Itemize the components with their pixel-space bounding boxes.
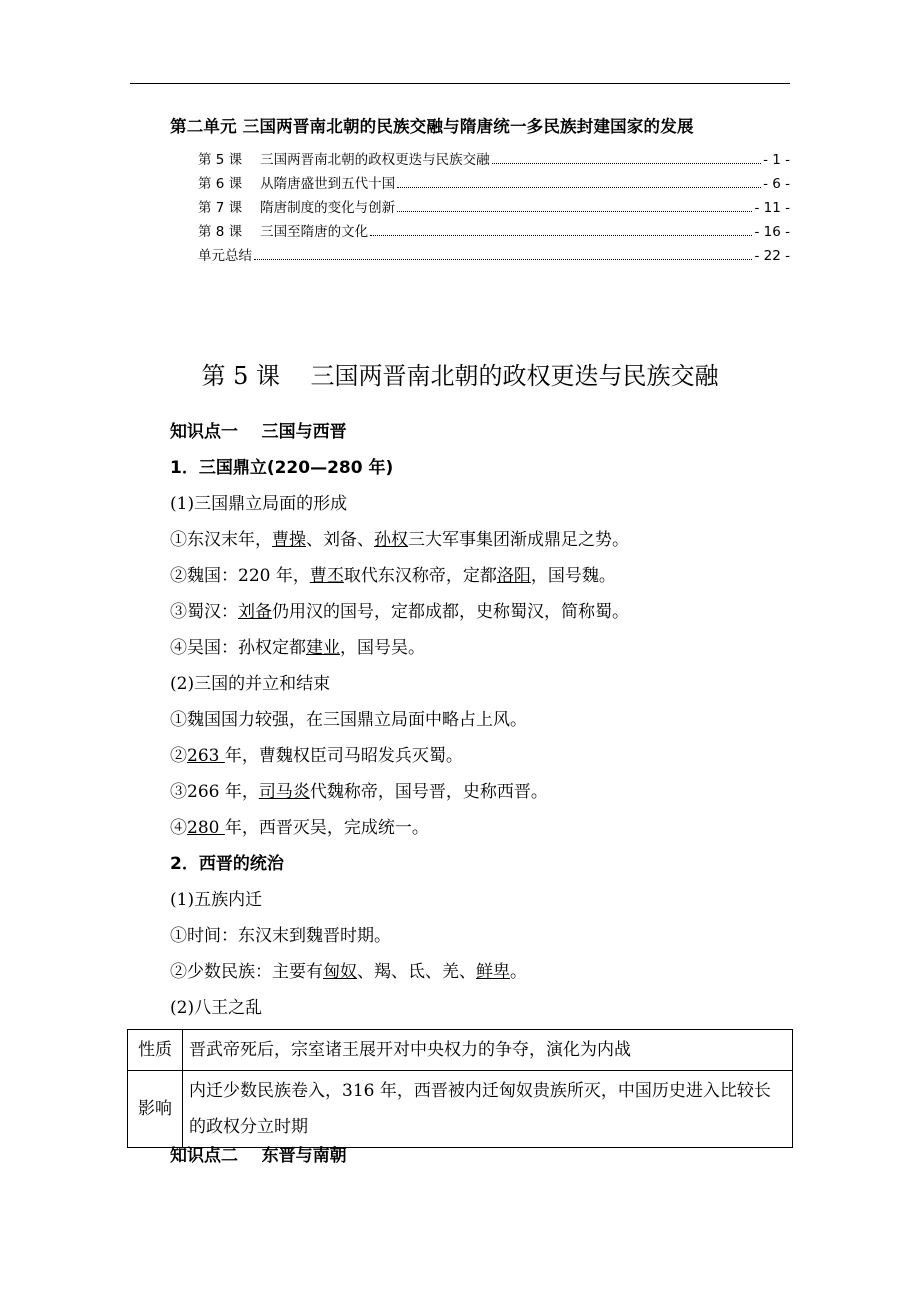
text-segment: 三大军事集团渐成鼎足之势。	[408, 530, 629, 550]
text-segment: 、羯、氐、羌、	[357, 962, 476, 982]
text-segment: (2)八王之乱	[170, 998, 263, 1018]
text-segment: 年，曹魏权臣司马昭发兵灭蜀。	[224, 746, 463, 766]
text-segment: 年，西晋灭吴，完成统一。	[224, 818, 429, 838]
toc-leader	[397, 201, 752, 212]
text-segment: ③蜀汉：	[170, 602, 238, 622]
table-row	[128, 1030, 793, 1071]
text-segment: ④吴国：孙权定都	[170, 638, 306, 658]
text-segment: ②魏国：220 年，	[170, 566, 310, 586]
text-segment: 知识点一 三国与西晋	[170, 422, 347, 442]
text-segment: 代魏称帝，国号晋，史称西晋。	[309, 782, 548, 802]
text-line	[170, 921, 391, 946]
text-line	[170, 741, 463, 766]
table-row	[128, 1071, 793, 1148]
table-cell: 内迁少数民族卷入，316 年，西晋被内迁匈奴贵族所灭，中国历史进入比较长的政权分立时期	[183, 1071, 793, 1148]
toc-title: 从隋唐盛世到五代十国	[260, 176, 396, 192]
toc-page: - 11 -	[754, 200, 790, 216]
text-segment: ②少数民族：主要有	[170, 962, 323, 982]
text-line	[170, 957, 527, 982]
toc-lesson-number: 第 8 课	[198, 224, 243, 240]
table-header-cell: 影响	[128, 1071, 183, 1148]
toc-entry[interactable]	[198, 148, 790, 172]
text-segment: ③266 年，	[170, 782, 259, 802]
section-heading: 知识点二 东晋与南朝	[170, 1146, 347, 1166]
text-segment: ②	[170, 746, 187, 766]
eight-kings-table	[127, 1029, 793, 1148]
table-cell: 晋武帝死后，宗室诸王展开对中央权力的争夺，演化为内战	[183, 1030, 793, 1071]
text-segment: (2)三国的并立和结束	[170, 674, 331, 694]
text-segment: 2．西晋的统治	[170, 854, 284, 874]
text-line	[170, 561, 616, 586]
section-heading	[170, 849, 284, 874]
underlined-key-term: 曹操	[272, 530, 306, 550]
toc-title: 三国两晋南北朝的政权更迭与民族交融	[260, 152, 490, 168]
text-segment: ，国号吴。	[340, 638, 425, 658]
text-line	[170, 489, 347, 514]
text-segment: ①东汉末年，	[170, 530, 272, 550]
text-segment: (1)五族内迁	[170, 890, 263, 910]
text-segment: ①魏国国力较强，在三国鼎立局面中略占上风。	[170, 710, 527, 730]
toc-title: 三国至隋唐的文化	[260, 224, 369, 240]
toc-lesson-number: 第 6 课	[198, 176, 243, 192]
table-header-cell: 性质	[128, 1030, 183, 1071]
header-rule	[130, 83, 790, 84]
toc-entry[interactable]	[198, 244, 790, 268]
text-segment: 仍用汉的国号，定都成都，史称蜀汉，简称蜀。	[272, 602, 629, 622]
toc-page: - 1 -	[763, 152, 790, 168]
text-segment: 1．三国鼎立(220—280 年)	[170, 458, 394, 478]
toc-title: 隋唐制度的变化与创新	[260, 200, 396, 216]
underlined-key-term: 司马炎	[258, 782, 310, 802]
underlined-key-term: 鲜卑	[476, 962, 510, 982]
underlined-key-term: 匈奴	[323, 962, 357, 982]
toc-leader	[397, 177, 761, 188]
text-line	[170, 705, 527, 730]
toc-page: - 22 -	[754, 248, 790, 264]
text-line	[170, 813, 429, 838]
text-segment: ④	[170, 818, 187, 838]
toc-page: - 6 -	[763, 176, 790, 192]
lesson-title: 第 5 课 三国两晋南北朝的政权更迭与民族交融	[201, 362, 719, 390]
toc-leader	[492, 153, 761, 164]
section-heading	[170, 453, 393, 478]
unit-title: 第二单元 三国两晋南北朝的民族交融与隋唐统一多民族封建国家的发展	[170, 117, 694, 136]
text-segment: 。	[510, 962, 527, 982]
toc-page: - 16 -	[754, 224, 790, 240]
text-segment: ，国号魏。	[530, 566, 616, 586]
underlined-key-term: 洛阳	[496, 566, 531, 586]
underlined-key-term: 曹丕	[309, 566, 344, 586]
underlined-key-term: 280	[187, 818, 225, 838]
toc-lesson-number: 第 7 课	[198, 200, 243, 216]
toc-lesson-number: 第 5 课	[198, 152, 243, 168]
text-line	[170, 525, 629, 550]
text-line	[170, 777, 548, 802]
text-segment: 取代东汉称帝，定都	[343, 566, 497, 586]
toc-leader	[370, 225, 752, 236]
toc-entry[interactable]	[198, 172, 790, 196]
text-line	[170, 633, 425, 658]
underlined-key-term: 263	[187, 746, 225, 766]
toc-entry[interactable]	[198, 220, 790, 244]
text-segment: ①时间：东汉末到魏晋时期。	[170, 926, 391, 946]
text-segment: (1)三国鼎立局面的形成	[170, 494, 348, 514]
underlined-key-term: 建业	[306, 638, 340, 658]
text-line	[170, 885, 262, 910]
text-line	[170, 669, 330, 694]
toc-title: 单元总结	[198, 248, 252, 264]
text-line	[170, 597, 629, 622]
text-segment: 、刘备、	[306, 530, 374, 550]
underlined-key-term: 孙权	[374, 530, 408, 550]
text-line	[170, 993, 262, 1018]
toc-entry[interactable]	[198, 196, 790, 220]
underlined-key-term: 刘备	[238, 602, 272, 622]
toc-leader	[254, 249, 752, 260]
section-heading	[170, 417, 347, 442]
